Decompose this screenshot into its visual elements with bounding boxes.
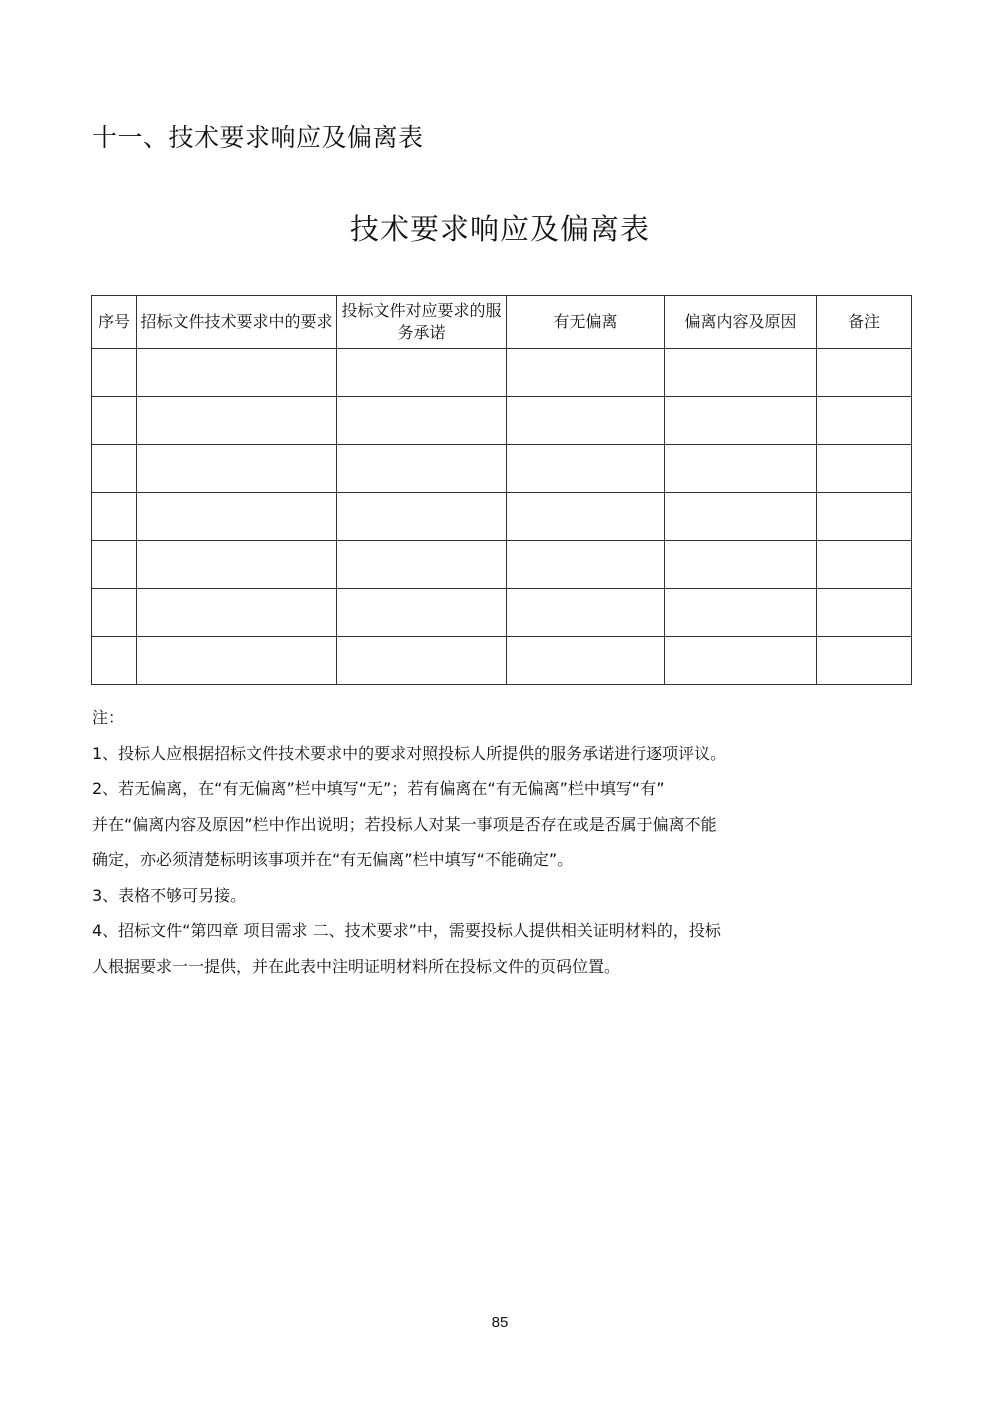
table-row [92, 637, 912, 685]
cell-remarks[interactable] [817, 541, 912, 589]
cell-tender-requirement[interactable] [137, 589, 337, 637]
cell-deviation-flag[interactable] [507, 541, 665, 589]
cell-deviation-reason[interactable] [665, 445, 817, 493]
cell-bid-commitment[interactable] [337, 445, 507, 493]
cell-bid-commitment[interactable] [337, 493, 507, 541]
cell-deviation-reason[interactable] [665, 541, 817, 589]
cell-deviation-flag[interactable] [507, 445, 665, 493]
cell-deviation-reason[interactable] [665, 493, 817, 541]
cell-bid-commitment[interactable] [337, 637, 507, 685]
cell-serial-number[interactable] [92, 445, 137, 493]
cell-bid-commitment[interactable] [337, 541, 507, 589]
note-line: 人根据要求一一提供，并在此表中注明证明材料所在投标文件的页码位置。 [92, 956, 621, 976]
header-tender-requirement: 招标文件技术要求中的要求 [137, 296, 337, 349]
deviation-table [91, 295, 912, 685]
cell-remarks[interactable] [817, 349, 912, 397]
table-row [92, 493, 912, 541]
header-serial-number: 序号 [92, 296, 137, 349]
cell-deviation-flag[interactable] [507, 493, 665, 541]
header-remarks: 备注 [817, 296, 912, 349]
cell-tender-requirement[interactable] [137, 349, 337, 397]
cell-deviation-flag[interactable] [507, 637, 665, 685]
cell-tender-requirement[interactable] [137, 397, 337, 445]
table-row [92, 589, 912, 637]
document-title: 技术要求响应及偏离表 [349, 212, 650, 246]
note-line: 确定，亦必须清楚标明该事项并在“有无偏离”栏中填写“不能确定”。 [92, 850, 574, 869]
cell-serial-number[interactable] [92, 541, 137, 589]
header-bid-commitment: 投标文件对应要求的服务承诺 [337, 296, 507, 349]
table-row [92, 445, 912, 493]
cell-tender-requirement[interactable] [137, 637, 337, 685]
cell-remarks[interactable] [817, 493, 912, 541]
table-header-row [92, 296, 912, 349]
header-deviation-reason: 偏离内容及原因 [665, 296, 817, 349]
cell-tender-requirement[interactable] [137, 493, 337, 541]
page-number: 85 [491, 1314, 509, 1331]
note-line: 2、若无偏离，在“有无偏离”栏中填写“无”；若有偏离在“有无偏离”栏中填写“有” [92, 779, 665, 798]
note-line: 1、投标人应根据招标文件技术要求中的要求对照投标人所提供的服务承诺进行逐项评议。 [92, 743, 727, 763]
notes-label: 注： [92, 708, 125, 727]
cell-deviation-flag[interactable] [507, 349, 665, 397]
note-line: 4、招标文件“第四章 项目需求 二、技术要求”中，需要投标人提供相关证明材料的，投标 [92, 921, 721, 940]
cell-deviation-reason[interactable] [665, 637, 817, 685]
cell-deviation-reason[interactable] [665, 349, 817, 397]
cell-deviation-reason[interactable] [665, 397, 817, 445]
cell-serial-number[interactable] [92, 349, 137, 397]
cell-bid-commitment[interactable] [337, 589, 507, 637]
cell-tender-requirement[interactable] [137, 541, 337, 589]
cell-bid-commitment[interactable] [337, 397, 507, 445]
header-deviation-flag: 有无偏离 [507, 296, 665, 349]
cell-deviation-reason[interactable] [665, 589, 817, 637]
cell-remarks[interactable] [817, 637, 912, 685]
cell-deviation-flag[interactable] [507, 397, 665, 445]
cell-deviation-flag[interactable] [507, 589, 665, 637]
note-line: 3、表格不够可另接。 [92, 885, 247, 905]
cell-bid-commitment[interactable] [337, 349, 507, 397]
cell-remarks[interactable] [817, 397, 912, 445]
notes-section [92, 700, 922, 984]
cell-remarks[interactable] [817, 589, 912, 637]
section-heading: 十一、技术要求响应及偏离表 [92, 123, 424, 152]
cell-tender-requirement[interactable] [137, 445, 337, 493]
table-row [92, 397, 912, 445]
table-row [92, 541, 912, 589]
cell-remarks[interactable] [817, 445, 912, 493]
cell-serial-number[interactable] [92, 397, 137, 445]
cell-serial-number[interactable] [92, 637, 137, 685]
note-line: 并在“偏离内容及原因”栏中作出说明；若投标人对某一事项是否存在或是否属于偏离不能 [92, 814, 717, 834]
cell-serial-number[interactable] [92, 493, 137, 541]
cell-serial-number[interactable] [92, 589, 137, 637]
table-row [92, 349, 912, 397]
